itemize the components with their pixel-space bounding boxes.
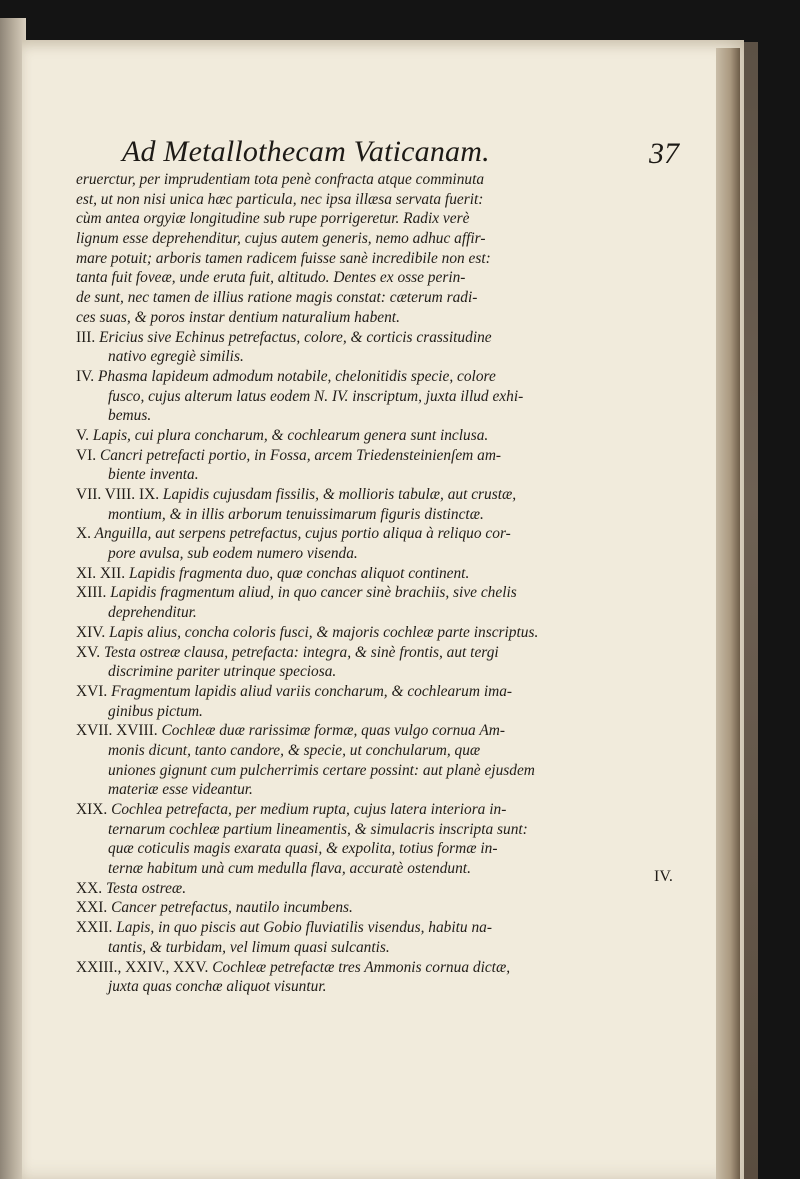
text-line [76, 190, 696, 210]
entry-number: XI. XII. [76, 564, 126, 582]
line-text: materiæ esse videantur. [108, 781, 253, 799]
entry-number: X. [76, 525, 91, 543]
line-text: Cochlea petrefacta, per medium rupta, cujus latera interiora in- [111, 801, 507, 818]
line-text: Lapis alius, concha coloris fusci, & majoris cochleæ parte inscriptus. [109, 623, 539, 641]
entry-number: XIX. [76, 801, 108, 818]
text-line [76, 859, 696, 879]
text-line [76, 918, 696, 938]
line-text: bemus. [108, 407, 152, 425]
line-text: ternæ habitum unà cum medulla flava, accuratè ostendunt. [108, 860, 471, 878]
line-text: de sunt, nec tamen de illius ratione magis constat: cæterum radi- [76, 289, 478, 307]
entry-number: XVI. [76, 682, 108, 700]
text-line [76, 426, 696, 446]
line-text: ternarum cochleæ partium lineamentis, & simulacris inscripta sunt: [108, 820, 528, 838]
text-line [76, 623, 696, 643]
line-text: discrimine pariter utrinque speciosa. [108, 663, 337, 681]
text-line [76, 328, 696, 348]
entry-number: III. [76, 328, 96, 346]
text-line [76, 721, 696, 741]
text-line [76, 780, 696, 800]
line-text: biente inventa. [108, 466, 199, 484]
line-text: Ericius sive Echinus petrefactus, colore, & corticis crassitudine [99, 328, 492, 346]
line-text: Testa ostreæ. [105, 879, 187, 897]
text-line [76, 839, 696, 859]
text-line [76, 800, 696, 820]
line-text: Fragmentum lapidis aliud variis concharum, & cochlearum ima- [111, 682, 513, 700]
text-line [76, 544, 696, 564]
entry-number: VII. VIII. IX. [76, 486, 160, 503]
line-text: ces suas, & poros instar dentium naturalium habent. [76, 308, 400, 326]
line-text: ginibus pictum. [108, 702, 203, 720]
entry-number: XXIII., XXIV., XXV. [76, 958, 209, 976]
line-text: Cancri petrefacti portio, in Fossa, arcem Triedensteinienſem am- [99, 446, 502, 464]
running-header: Ad Metallothecam Vaticanam. [122, 135, 490, 168]
line-text: juxta quas conchæ aliquot visuntur. [108, 978, 327, 996]
text-line [76, 308, 696, 328]
text-line [76, 249, 696, 269]
text-line [76, 564, 696, 584]
line-text: cùm antea orgyiæ longitudine sub rupe porrigeretur. Radix verè [76, 210, 470, 228]
entry-number: XX. [76, 879, 103, 897]
line-text: tantis, & turbidam, vel limum quasi sulcantis. [108, 938, 390, 956]
text-line [76, 367, 696, 387]
line-text: Testa ostreæ clausa, petrefacta: integra, & sinè frontis, aut tergi [103, 643, 499, 661]
text-line [76, 524, 696, 544]
text-line [76, 702, 696, 722]
line-text: nativo egregiè similis. [108, 348, 244, 366]
line-text: Lapidis fragmentum aliud, in quo cancer sinè brachiis, sive chelis [110, 584, 517, 602]
text-line [76, 465, 696, 485]
line-text: montium, & in illis arborum tenuissimarum figuris distinctæ. [108, 505, 484, 523]
line-text: fusco, cujus alterum latus eodem N. IV. inscriptum, juxta illud exhi- [108, 387, 524, 405]
entry-number: XIV. [76, 623, 106, 641]
entry-number: V. [76, 426, 89, 444]
text-line [76, 583, 696, 603]
catchword: IV. [654, 868, 673, 885]
line-text: Anguilla, aut serpens petrefactus, cujus portio aliqua à reliquo cor- [94, 525, 511, 543]
line-text: deprehenditur. [108, 604, 197, 622]
entry-number: XV. [76, 643, 101, 661]
entry-number: XVII. XVIII. [76, 722, 158, 740]
text-line [76, 938, 696, 958]
line-text: eruerctur, per imprudentiam tota penè confracta atque comminuta [76, 171, 485, 188]
entry-number: XXII. [76, 919, 113, 937]
line-text: est, ut non nisi unica hæc particula, nec ipsa illæsa servata fuerit: [76, 190, 484, 208]
text-line [76, 977, 696, 997]
text-line [76, 603, 696, 623]
line-text: monis dicunt, tanto candore, & specie, ut conchularum, quæ [108, 741, 481, 759]
text-line [76, 387, 696, 407]
text-line [76, 643, 696, 663]
text-line [76, 268, 696, 288]
text-line [76, 288, 696, 308]
line-text: mare potuit; arboris tamen radicem fuisse sanè incredibile non est: [76, 249, 491, 267]
entry-number: XXI. [76, 899, 108, 917]
text-line [76, 761, 696, 781]
text-line [76, 485, 696, 505]
entry-number: VI. [76, 446, 97, 464]
text-line [76, 820, 696, 840]
line-text: Cochleæ duæ rarissimæ formæ, quas vulgo cornua Am- [161, 722, 505, 740]
line-text: Cancer petrefactus, nautilo incumbens. [111, 899, 353, 917]
line-text: Lapis, in quo piscis aut Gobio fluviatilis visendus, habitu na- [116, 919, 492, 937]
line-text: uniones gignunt cum pulcherrimis certare possint: aut planè ejusdem [108, 761, 535, 779]
text-line [76, 682, 696, 702]
line-text: quæ coticulis magis exarata quasi, & expolita, totius formæ in- [108, 840, 498, 858]
text-line [76, 209, 696, 229]
text-line [76, 406, 696, 426]
text-line [76, 958, 696, 978]
line-text: Phasma lapideum admodum notabile, chelonitidis specie, colore [97, 367, 496, 385]
line-text: Cochleæ petrefactæ tres Ammonis cornua dictæ, [212, 958, 511, 976]
text-line [76, 662, 696, 682]
line-text: lignum esse deprehenditur, cujus autem generis, nemo adhuc affir- [76, 230, 486, 248]
entry-number: XIII. [76, 584, 107, 602]
page-number: 37 [649, 137, 679, 170]
text-line [76, 347, 696, 367]
page-fore-edge [716, 48, 740, 1179]
body-text [76, 170, 696, 997]
text-line [76, 229, 696, 249]
text-line [76, 505, 696, 525]
line-text: tanta fuit foveæ, unde eruta fuit, altitudo. Dentes ex osse perin- [76, 269, 466, 287]
text-line [76, 879, 696, 899]
line-text: Lapis, cui plura concharum, & cochlearum genera sunt inclusa. [92, 426, 489, 444]
line-text: Lapidis fragmenta duo, quæ conchas aliquot continent. [129, 564, 470, 582]
line-text: Lapidis cujusdam fissilis, & mollioris tabulæ, aut crustæ, [162, 486, 517, 503]
entry-number: IV. [76, 367, 95, 385]
text-line [76, 741, 696, 761]
text-line [76, 170, 696, 190]
line-text: pore avulsa, sub eodem numero visenda. [108, 545, 358, 563]
text-line [76, 446, 696, 466]
text-line [76, 898, 696, 918]
